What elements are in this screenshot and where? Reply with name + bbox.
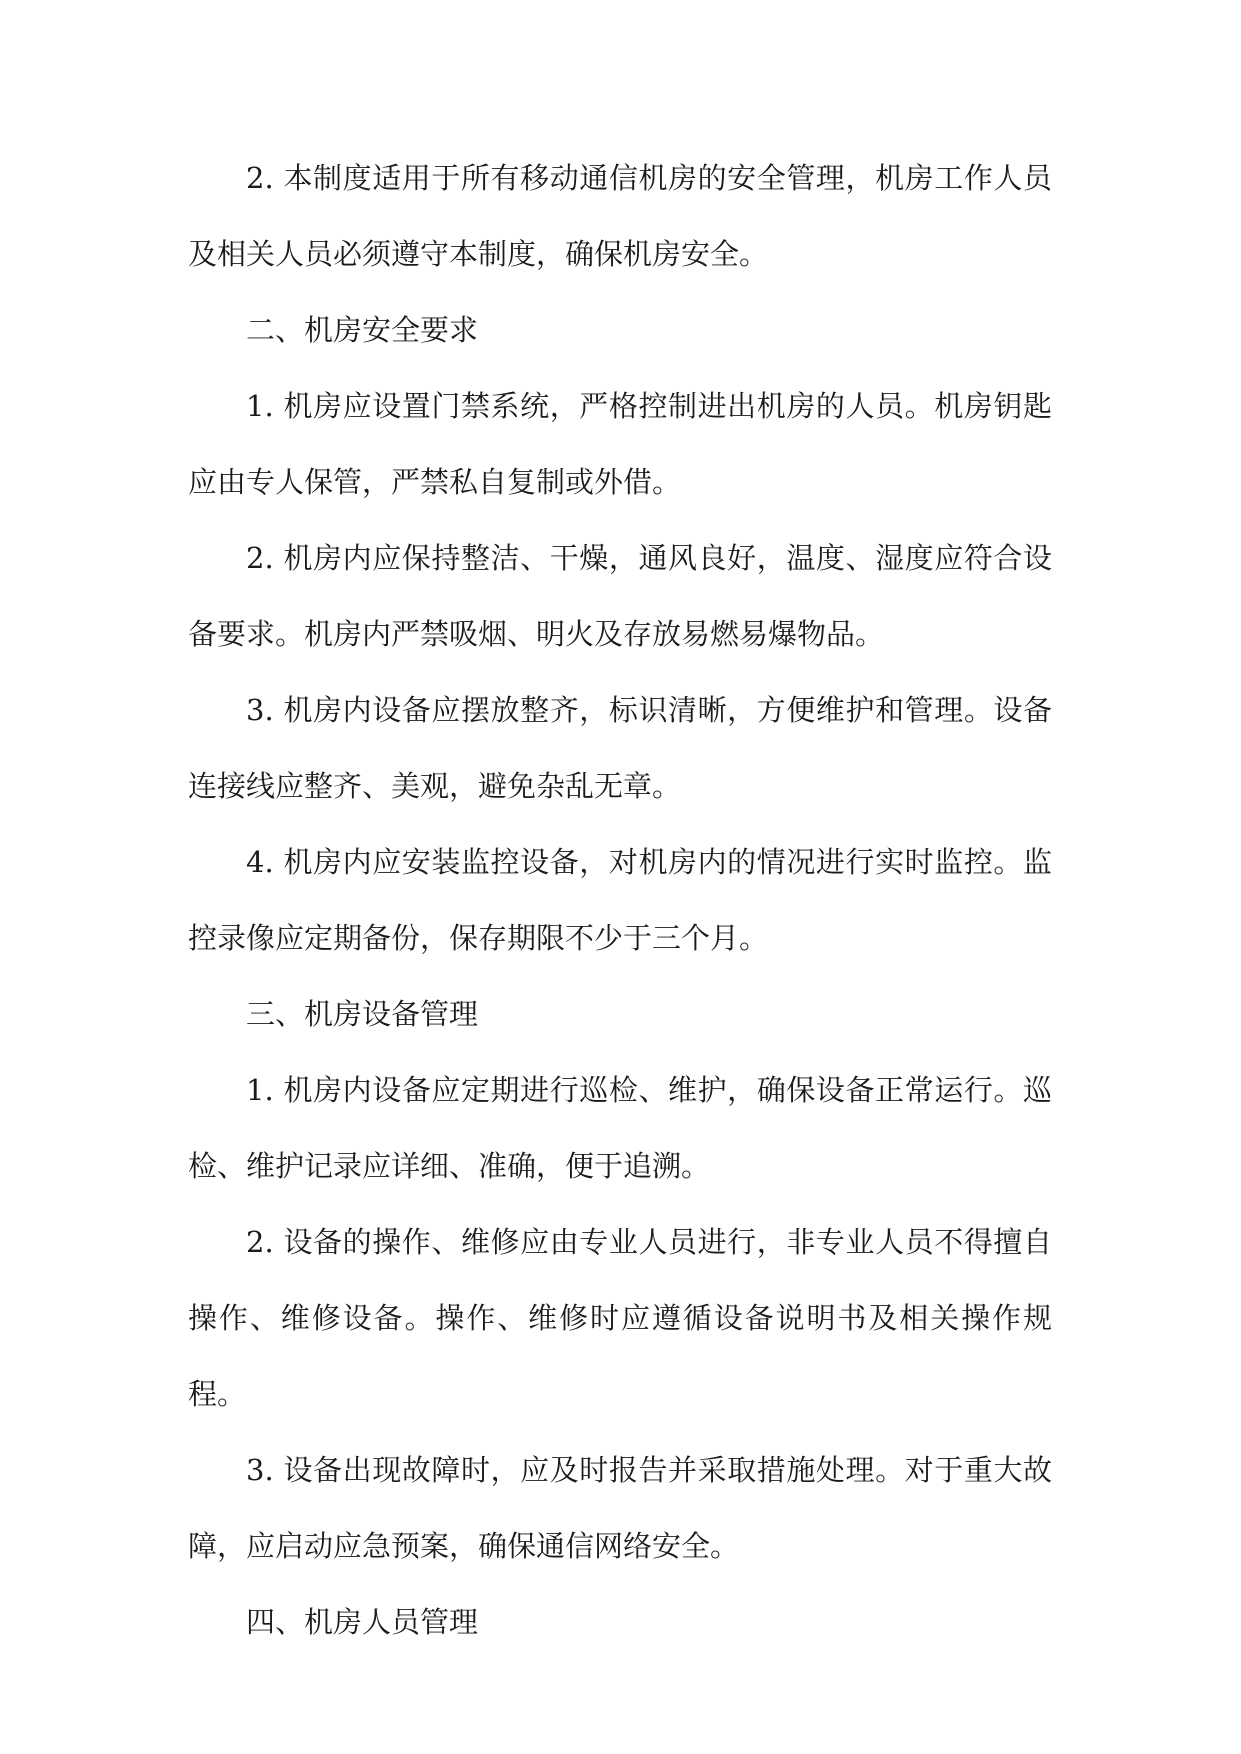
paragraph-access-control: 1. 机房应设置门禁系统，严格控制进出机房的人员。机房钥匙应由专人保管，严禁私自复制或外借。 — [188, 389, 1052, 499]
document-body — [188, 140, 1052, 1660]
section-heading-security-requirements: 二、机房安全要求 — [246, 313, 479, 347]
section-heading-equipment-management: 三、机房设备管理 — [246, 997, 479, 1031]
paragraph-inspection: 1. 机房内设备应定期进行巡检、维护，确保设备正常运行。巡检、维护记录应详细、准确，便于追溯。 — [188, 1073, 1052, 1183]
paragraph-monitoring: 4. 机房内应安装监控设备，对机房内的情况进行实时监控。监控录像应定期备份，保存期限不少于三个月。 — [188, 845, 1052, 955]
paragraph-scope: 2. 本制度适用于所有移动通信机房的安全管理，机房工作人员及相关人员必须遵守本制度，确保机房安全。 — [188, 161, 1052, 271]
paragraph-environment: 2. 机房内应保持整洁、干燥，通风良好，温度、湿度应符合设备要求。机房内严禁吸烟、明火及存放易燃易爆物品。 — [188, 541, 1052, 651]
paragraph-equipment-layout: 3. 机房内设备应摆放整齐，标识清晰，方便维护和管理。设备连接线应整齐、美观，避免杂乱无章。 — [188, 693, 1052, 803]
paragraph-operation: 2. 设备的操作、维修应由专业人员进行，非专业人员不得擅自操作、维修设备。操作、维修时应遵循设备说明书及相关操作规程。 — [188, 1225, 1052, 1411]
section-heading-personnel-management: 四、机房人员管理 — [246, 1605, 479, 1639]
paragraph-fault-handling: 3. 设备出现故障时，应及时报告并采取措施处理。对于重大故障，应启动应急预案，确保通信网络安全。 — [188, 1453, 1052, 1563]
